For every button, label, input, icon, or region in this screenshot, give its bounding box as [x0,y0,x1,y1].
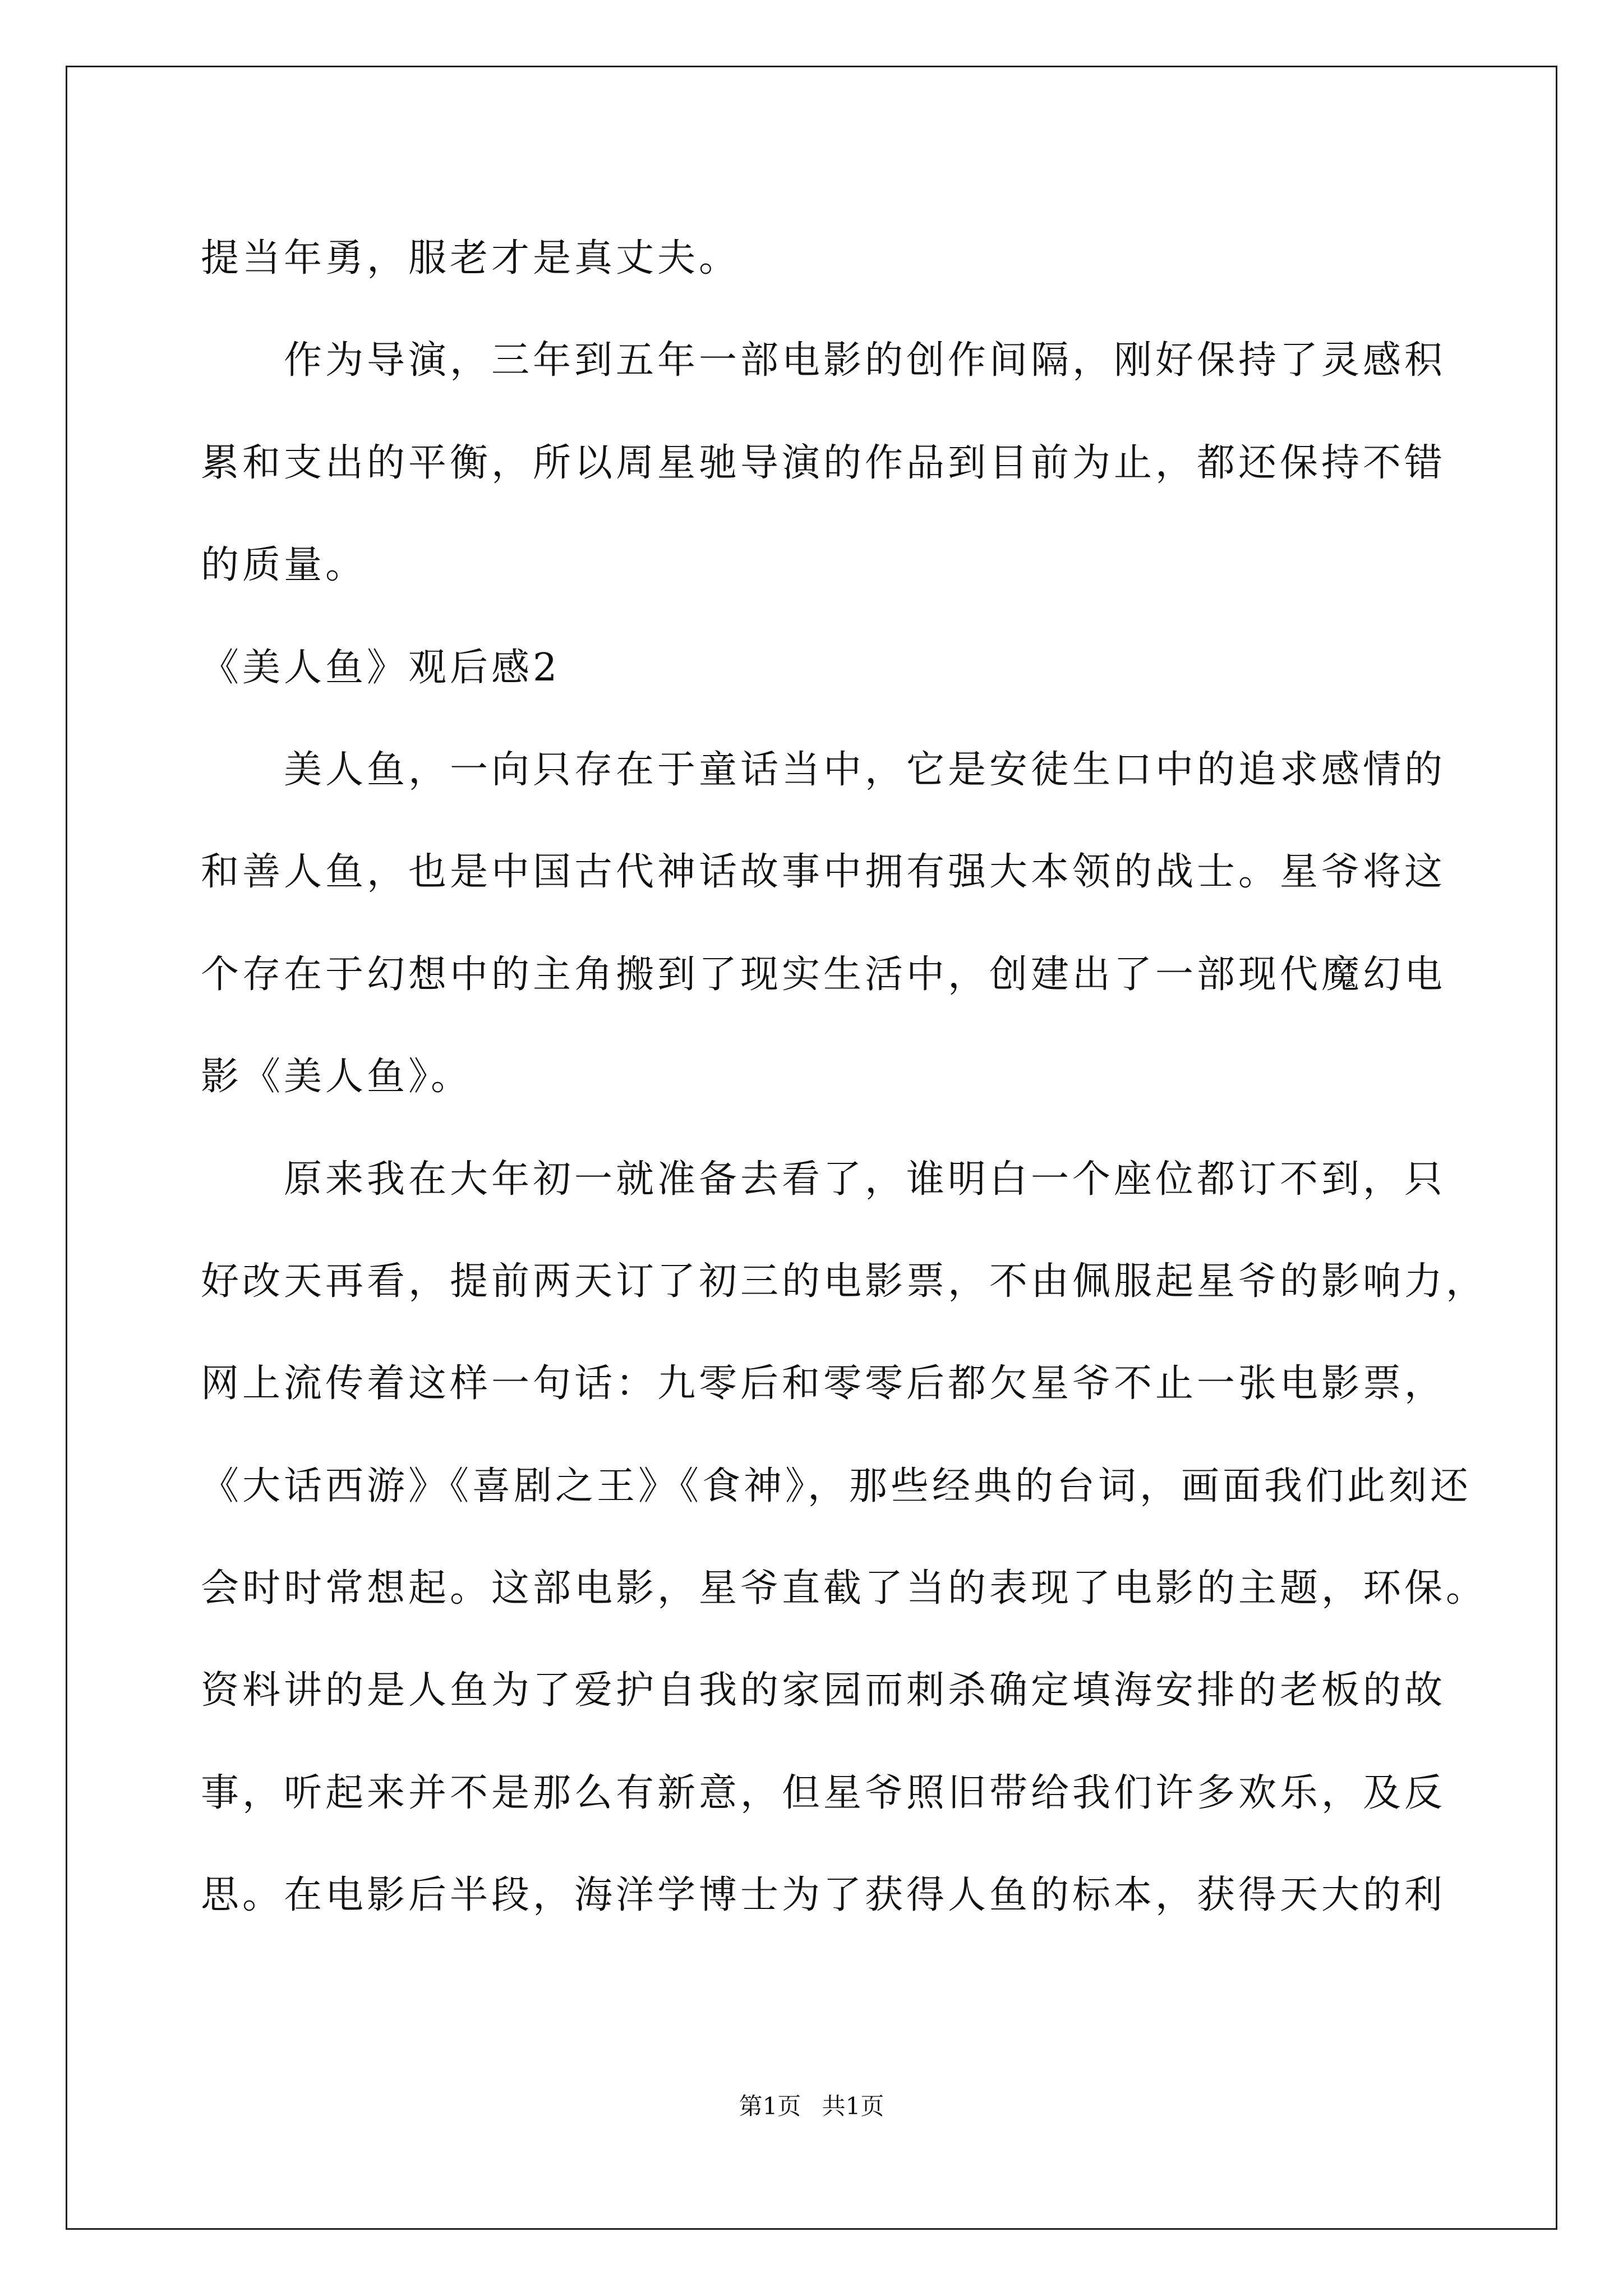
page-number-total: 共1页 [822,2092,884,2120]
text-line: 提当年勇，服老才是真丈夫。 [201,236,741,280]
text-line: 原来我在大年初一就准备去看了，谁明白一个座位都订不到，只 [284,1157,1446,1202]
document-body [201,208,1488,1947]
text-line: 《大话西游》《喜剧之王》《食神》，那些经典的台词，画面我们此刻还 [201,1464,1472,1508]
text-line: 作为导演，三年到五年一部电影的创作间隔，刚好保持了灵感积 [284,338,1446,383]
text-line: 的质量。 [201,543,367,588]
page-footer [0,2091,1623,2122]
text-line: 好改天再看，提前两天订了初三的电影票，不由佩服起星爷的影响力， [201,1259,1488,1304]
text-line: 和善人鱼，也是中国古代神话故事中拥有强大本领的战士。星爷将这 [201,850,1446,895]
text-line: 美人鱼，一向只存在于童话当中，它是安徒生口中的追求感情的 [284,747,1446,792]
text-line: 网上流传着这样一句话：九零后和零零后都欠星爷不止一张电影票， [201,1361,1446,1406]
text-line: 思。在电影后半段，海洋学博士为了获得人鱼的标本，获得天大的利 [201,1873,1446,1918]
section-heading: 《美人鱼》观后感2 [201,645,561,690]
text-line: 资料讲的是人鱼为了爱护自我的家园而刺杀确定填海安排的老板的故 [201,1668,1446,1713]
text-line: 个存在于幻想中的主角搬到了现实生活中，创建出了一部现代魔幻电 [201,952,1446,997]
text-line: 事，听起来并不是那么有新意，但星爷照旧带给我们许多欢乐，及反 [201,1770,1446,1815]
text-line: 会时时常想起。这部电影，星爷直截了当的表现了电影的主题，环保。 [201,1566,1488,1611]
page-number-current: 第1页 [739,2092,801,2120]
text-line: 累和支出的平衡，所以周星驰导演的作品到目前为止，都还保持不错 [201,440,1446,485]
text-line: 影《美人鱼》。 [201,1055,473,1099]
